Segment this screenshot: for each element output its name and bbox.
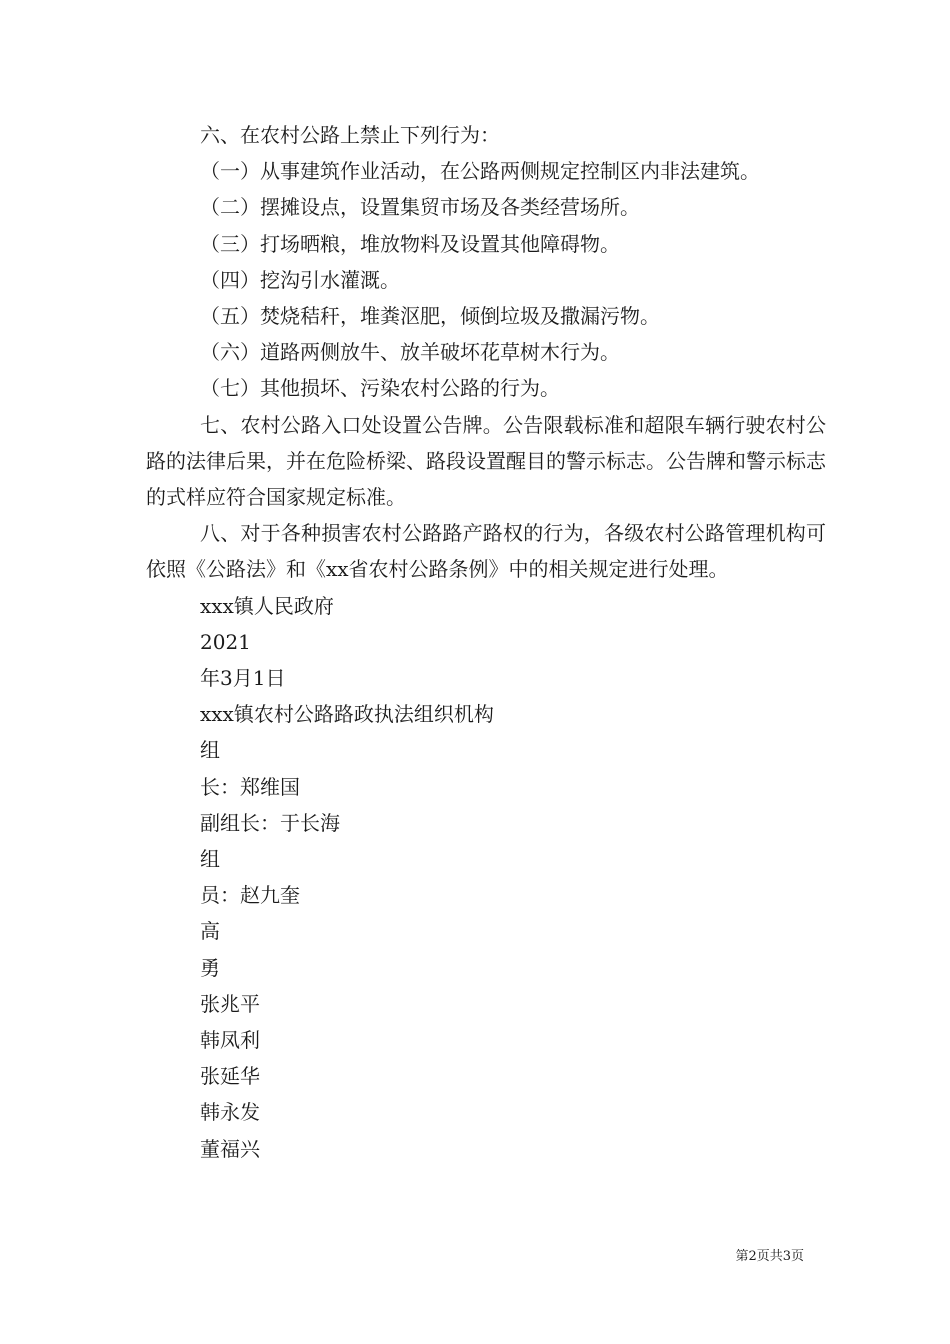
prohibited-item: （七）其他损坏、污染农村公路的行为。 <box>200 376 560 401</box>
member-line: 员：赵九奎 <box>200 883 300 908</box>
member-name: 张兆平 <box>200 991 260 1016</box>
leader-label: 组 <box>200 738 220 763</box>
member-name: 张延华 <box>200 1064 260 1089</box>
member-label: 组 <box>200 847 220 872</box>
leader-line: 长：郑维国 <box>200 774 300 799</box>
member-name: 勇 <box>200 955 220 980</box>
deputy-leader-line: 副组长：于长海 <box>200 810 340 835</box>
section-seven-paragraph: 七、农村公路入口处设置公告牌。公告限载标准和超限车辆行驶农村公路的法律后果，并在危险桥梁、路段设置醒目的警示标志。公告牌和警示标志的式样应符合国家规定标准。 <box>146 412 826 510</box>
issue-year: 2021 <box>200 629 251 654</box>
member-name: 韩永发 <box>200 1100 260 1125</box>
prohibited-item: （一）从事建筑作业活动，在公路两侧规定控制区内非法建筑。 <box>200 159 760 184</box>
organization-title: xxx镇农村公路路政执法组织机构 <box>200 702 494 727</box>
prohibited-item: （二）摆摊设点，设置集贸市场及各类经营场所。 <box>200 195 640 220</box>
prohibited-item: （四）挖沟引水灌溉。 <box>200 267 400 292</box>
section-six-heading: 六、在农村公路上禁止下列行为： <box>200 123 500 147</box>
issue-date: 年3月1日 <box>200 666 286 691</box>
member-name: 韩凤利 <box>200 1028 260 1053</box>
page-indicator: 第2页共3页 <box>735 1249 804 1264</box>
prohibited-item: （五）焚烧秸秆，堆粪沤肥，倾倒垃圾及撒漏污物。 <box>200 304 660 329</box>
prohibited-item: （六）道路两侧放牛、放羊破坏花草树木行为。 <box>200 340 620 365</box>
member-name: 高 <box>200 919 220 944</box>
prohibited-item: （三）打场晒粮，堆放物料及设置其他障碍物。 <box>200 231 620 256</box>
section-eight-paragraph: 八、对于各种损害农村公路路产路权的行为，各级农村公路管理机构可依照《公路法》和《xx省农村公路条例》中的相关规定进行处理。 <box>146 521 826 582</box>
member-name: 董福兴 <box>200 1136 260 1161</box>
issuer-name: xxx镇人民政府 <box>200 593 334 618</box>
document-body <box>146 117 826 1167</box>
